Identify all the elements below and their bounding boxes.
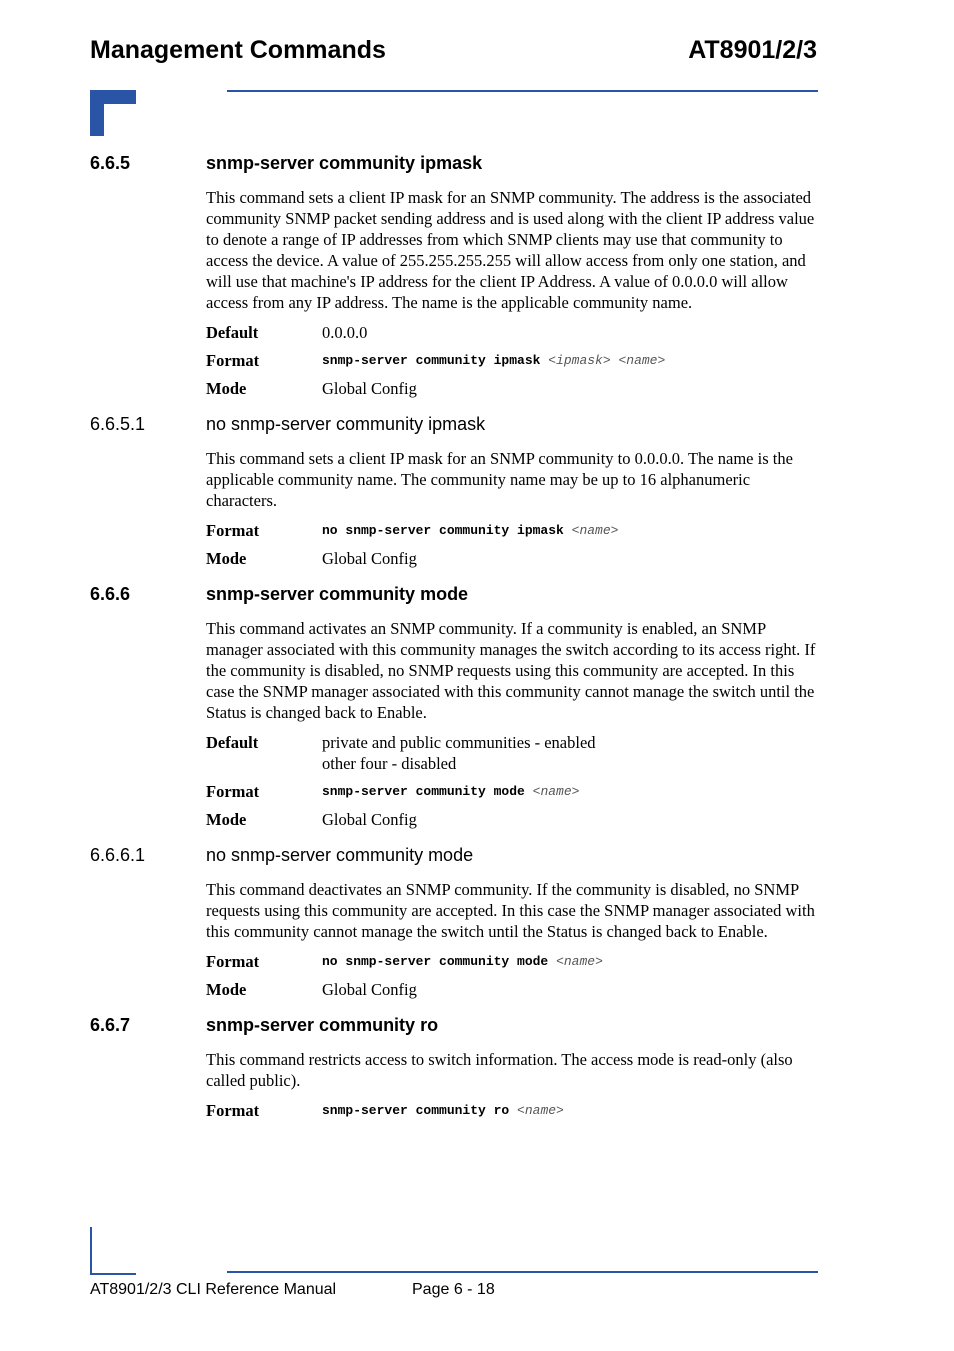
corner-mark-bottom-vertical xyxy=(90,1227,92,1275)
format-syntax xyxy=(322,951,818,972)
corner-mark-bottom-horizontal xyxy=(90,1273,136,1275)
format-command: no snmp-server community mode xyxy=(322,954,549,969)
mode-value: Global Config xyxy=(322,549,417,568)
section-title: no snmp-server community ipmask xyxy=(206,414,486,434)
section-title: snmp-server community mode xyxy=(206,584,469,604)
section-heading-6-6-5-1 xyxy=(90,412,818,438)
mode-label: Mode xyxy=(206,980,247,999)
format-command: snmp-server community ipmask xyxy=(322,353,541,368)
corner-mark-top-vertical xyxy=(90,90,104,136)
section-description: This command sets a client IP mask for an SNMP community. The address is the associated community SNMP packet sending address and is used along with the client IP address value to denote a range of IP addresses from which SNMP clients may use that community to access the device. A value of 255.255.255.255 will allow access from only one station, and will use that machine's IP address for the client IP Address. A value of 0.0.0.0 will allow access from any IP address. The name is the applicable community name. xyxy=(206,188,815,312)
format-command: snmp-server community mode xyxy=(322,784,525,799)
mode-label: Mode xyxy=(206,549,247,568)
format-syntax xyxy=(322,350,818,371)
format-arguments: <name> xyxy=(517,1103,564,1118)
mode-label: Mode xyxy=(206,810,247,829)
section-heading-6-6-6 xyxy=(90,582,818,608)
format-row xyxy=(206,1100,818,1121)
format-command: no snmp-server community ipmask xyxy=(322,523,564,538)
format-row xyxy=(206,350,818,371)
section-title: snmp-server community ipmask xyxy=(206,153,483,173)
section-title: no snmp-server community mode xyxy=(206,845,474,865)
default-row xyxy=(206,732,818,774)
format-syntax xyxy=(322,781,818,802)
section-description: This command restricts access to switch information. The access mode is read-only (also called public). xyxy=(206,1050,793,1090)
mode-row xyxy=(206,548,818,569)
format-syntax xyxy=(322,520,818,541)
section-number: 6.6.6.1 xyxy=(90,845,146,865)
default-label: Default xyxy=(206,323,259,342)
format-row xyxy=(206,520,818,541)
section-description: This command deactivates an SNMP community. If the community is disabled, no SNMP requests using this community are accepted. In this case the SNMP manager associated with this community cannot manage the switch until the Status is changed back to Enable. xyxy=(206,880,815,941)
default-value-line-1: private and public communities - enabled xyxy=(322,733,596,752)
section-number: 6.6.6 xyxy=(90,584,131,604)
section-description: This command activates an SNMP community. If a community is enabled, an SNMP manager associated with this community manages the switch according to its access right. If the community is disabled, no SNMP requests using this community are accepted. In this case the SNMP manager associated with this community cannot manage the switch until the Status is changed back to Enable. xyxy=(206,619,816,722)
footer-manual-title: AT8901/2/3 CLI Reference Manual xyxy=(90,1281,337,1298)
default-value: 0.0.0.0 xyxy=(322,323,368,342)
default-label: Default xyxy=(206,733,259,752)
mode-value: Global Config xyxy=(322,810,417,829)
format-row xyxy=(206,951,818,972)
page-header-title: Management Commands xyxy=(90,36,386,64)
format-label: Format xyxy=(206,1101,260,1120)
default-value-line-2: other four - disabled xyxy=(322,754,457,773)
format-arguments: <name> xyxy=(571,523,619,538)
footer-page-number: Page 6 - 18 xyxy=(412,1281,495,1298)
section-heading-6-6-5 xyxy=(90,151,818,177)
mode-row xyxy=(206,979,818,1000)
section-number: 6.6.5 xyxy=(90,153,131,173)
mode-value: Global Config xyxy=(322,379,417,398)
format-arguments: <name> xyxy=(556,954,603,969)
page-content xyxy=(90,151,818,1128)
mode-row xyxy=(206,378,818,399)
mode-row xyxy=(206,809,818,830)
mode-value: Global Config xyxy=(322,980,417,999)
page-header-product: AT8901/2/3 xyxy=(688,36,817,64)
format-label: Format xyxy=(206,782,260,801)
header-rule xyxy=(227,90,818,92)
section-number: 6.6.7 xyxy=(90,1015,131,1035)
format-row xyxy=(206,781,818,802)
format-syntax xyxy=(322,1100,818,1121)
section-description: This command sets a client IP mask for an SNMP community to 0.0.0.0. The name is the applicable community name. The community name may be up to 16 alphanumeric characters. xyxy=(206,449,793,510)
section-heading-6-6-6-1 xyxy=(90,843,818,869)
section-number: 6.6.5.1 xyxy=(90,414,146,434)
format-command: snmp-server community ro xyxy=(322,1103,510,1118)
footer-rule xyxy=(227,1271,818,1273)
format-arguments: <ipmask> <name> xyxy=(548,353,666,368)
section-title: snmp-server community ro xyxy=(206,1015,439,1035)
default-row xyxy=(206,322,818,343)
format-label: Format xyxy=(206,521,260,540)
format-label: Format xyxy=(206,351,260,370)
format-label: Format xyxy=(206,952,260,971)
format-arguments: <name> xyxy=(532,784,580,799)
mode-label: Mode xyxy=(206,379,247,398)
section-heading-6-6-7 xyxy=(90,1013,818,1039)
